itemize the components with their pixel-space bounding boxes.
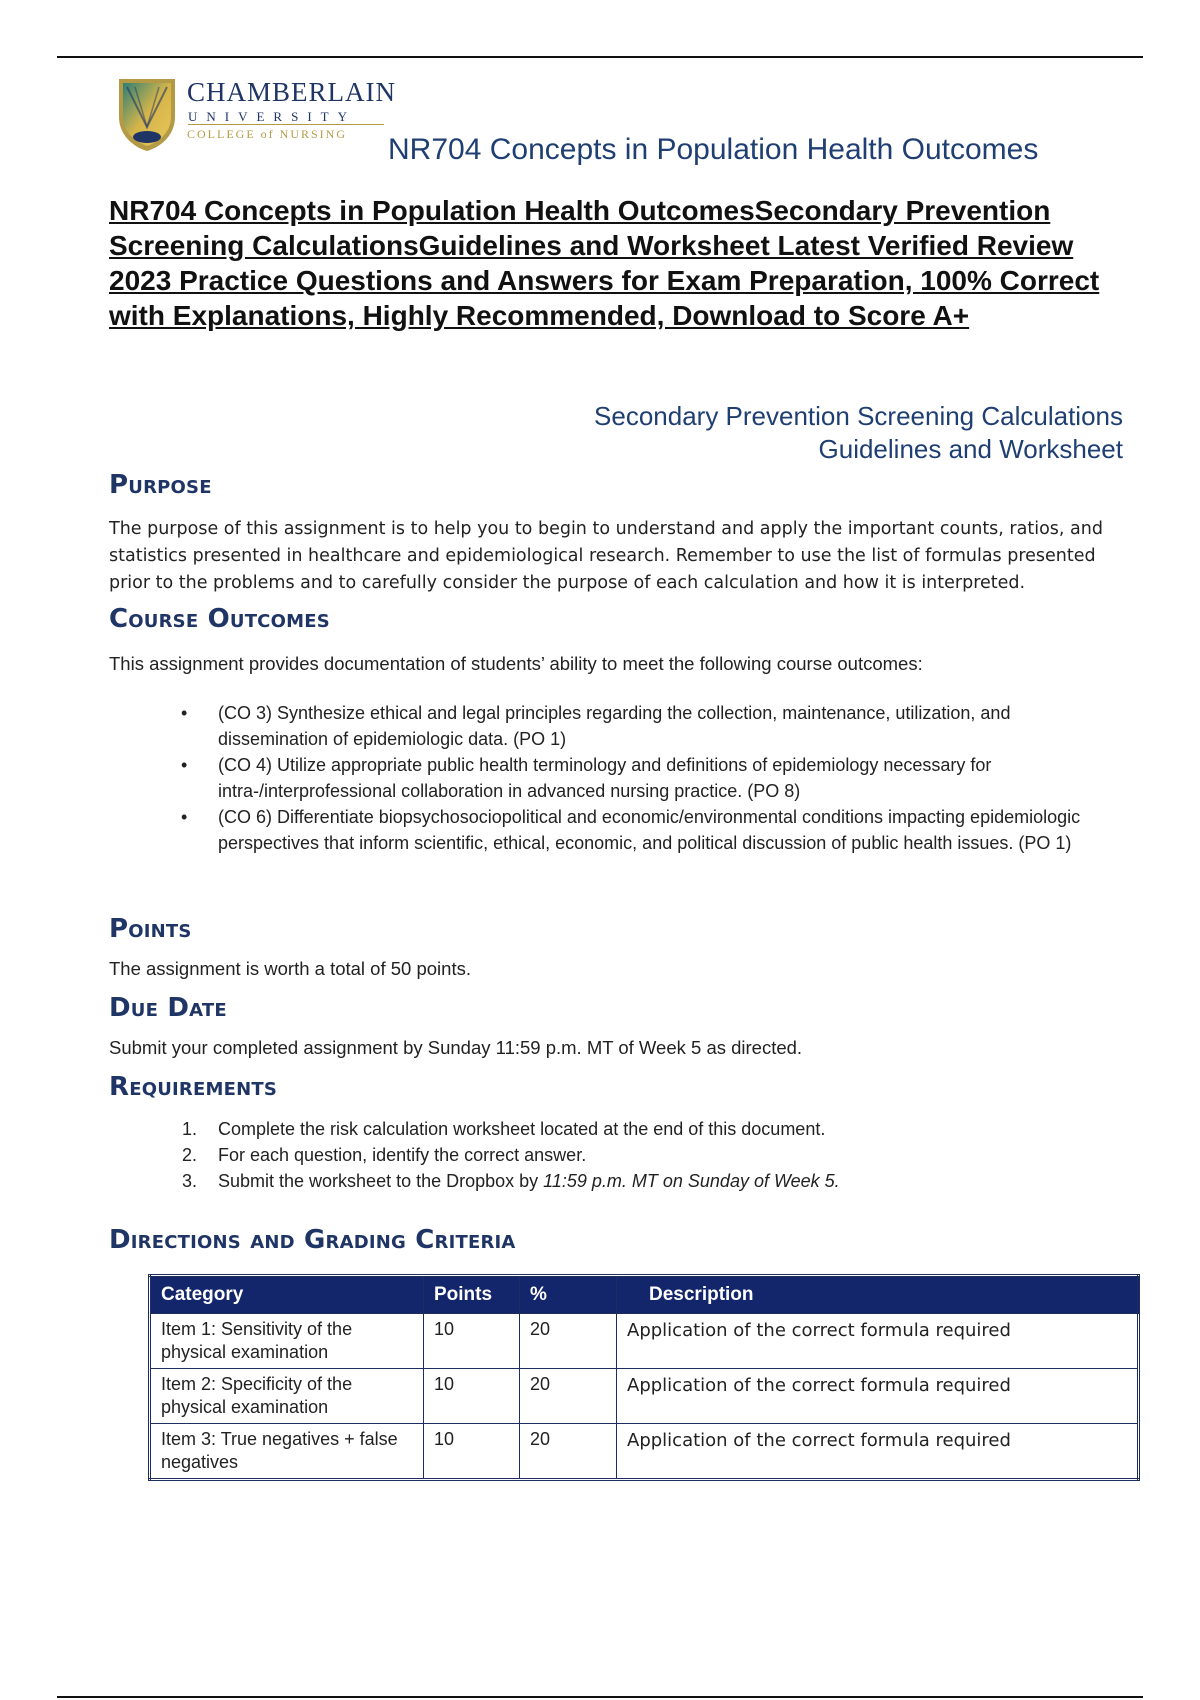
grading-heading: Directions and Grading Criteria [109,1225,516,1255]
cell-description: Application of the correct formula required [617,1424,1139,1480]
column-header-points: Points [424,1276,520,1314]
requirement-text: For each question, identify the correct answer. [218,1145,587,1165]
requirement-text: Complete the risk calculation worksheet located at the end of this document. [218,1119,826,1139]
logo-university: UNIVERSITY [188,109,356,124]
due-date-text: Submit your completed assignment by Sunday 11:59 p.m. MT of Week 5 as directed. [109,1037,803,1058]
purpose-text: The purpose of this assignment is to help you to begin to understand and apply the important counts, ratios, and statistics presented in healthcare and epidemiological research. Remember to use the list of formulas presented prior to the problems and to carefully consider the purpose of each calculation and how it is interpreted. [109,519,1103,593]
course-outcomes-intro: This assignment provides documentation of students’ ability to meet the following course outcomes: [109,653,923,674]
subtitle-line-2: Guidelines and Worksheet [818,434,1123,464]
course-outcome-item: • (CO 4) Utilize appropriate public health terminology and definitions of epidemiology necessary for intra-/interprofessional collaboration in advanced nursing practice. (PO 8) [176,752,1116,804]
header-course-title: NR704 Concepts in Population Health Outcomes [388,133,1039,166]
cell-points: 10 [424,1369,520,1424]
top-rule [57,56,1143,58]
cell-points: 10 [424,1424,520,1480]
cell-description: Application of the correct formula required [617,1314,1139,1369]
document-title: NR704 Concepts in Population Health OutcomesSecondary Prevention Screening CalculationsGuidelines and Worksheet Latest Verified Review 2023 Practice Questions and Answers for Exam Preparation, 100% Correct with Explanations, Highly Recommended, Download to Score A+ [109,195,1100,331]
requirement-item [176,1142,1116,1168]
requirement-item [176,1168,1116,1194]
requirement-item [176,1116,1116,1142]
table-row [150,1369,1139,1424]
cell-points: 10 [424,1314,520,1369]
cell-description: Application of the correct formula required [617,1369,1139,1424]
logo-name: CHAMBERLAIN [187,77,397,107]
course-outcome-item: • (CO 6) Differentiate biopsychosociopolitical and economic/environmental conditions impacting epidemiologic perspectives that inform scientific, ethical, economic, and political discussion of public health issues. (PO 1) [176,804,1116,856]
requirements-heading: Requirements [109,1072,278,1102]
subtitle-line-1: Secondary Prevention Screening Calculations [594,401,1123,431]
table-header-row [150,1276,1139,1314]
cell-percent: 20 [520,1424,617,1480]
cell-percent: 20 [520,1314,617,1369]
requirement-deadline: 11:59 p.m. MT on Sunday of Week 5. [543,1171,840,1191]
chamberlain-logo [117,77,397,157]
shield-icon [117,77,177,153]
column-header-percent: % [520,1276,617,1314]
cell-category: Item 1: Sensitivity of the physical examination [150,1314,424,1369]
purpose-heading: Purpose [109,470,212,500]
cell-category: Item 2: Specificity of the physical examination [150,1369,424,1424]
bottom-rule [57,1696,1143,1698]
cell-category: Item 3: True negatives + false negatives [150,1424,424,1480]
requirement-number: 1. [182,1119,198,1139]
table-row [150,1314,1139,1369]
points-text: The assignment is worth a total of 50 points. [109,958,471,979]
cell-percent: 20 [520,1369,617,1424]
points-heading: Points [109,914,192,944]
table-row [150,1424,1139,1480]
course-outcome-item: • (CO 3) Synthesize ethical and legal principles regarding the collection, maintenance, utilization, and dissemination of epidemiologic data. (PO 1) [176,700,1116,752]
due-date-heading: Due Date [109,993,227,1023]
column-header-description: Description [617,1276,1139,1314]
column-header-category: Category [150,1276,424,1314]
logo-divider [188,124,384,125]
logo-college: COLLEGE of NURSING [187,127,347,141]
course-outcomes-heading: Course Outcomes [109,604,330,634]
document-subtitle [423,400,1123,466]
requirement-number: 2. [182,1145,198,1165]
requirement-number: 3. [182,1171,198,1191]
grading-table [148,1274,1140,1481]
requirement-text: Submit the worksheet to the Dropbox by [218,1171,544,1191]
requirements-list [176,1116,1116,1194]
course-outcomes-list [176,700,1116,856]
